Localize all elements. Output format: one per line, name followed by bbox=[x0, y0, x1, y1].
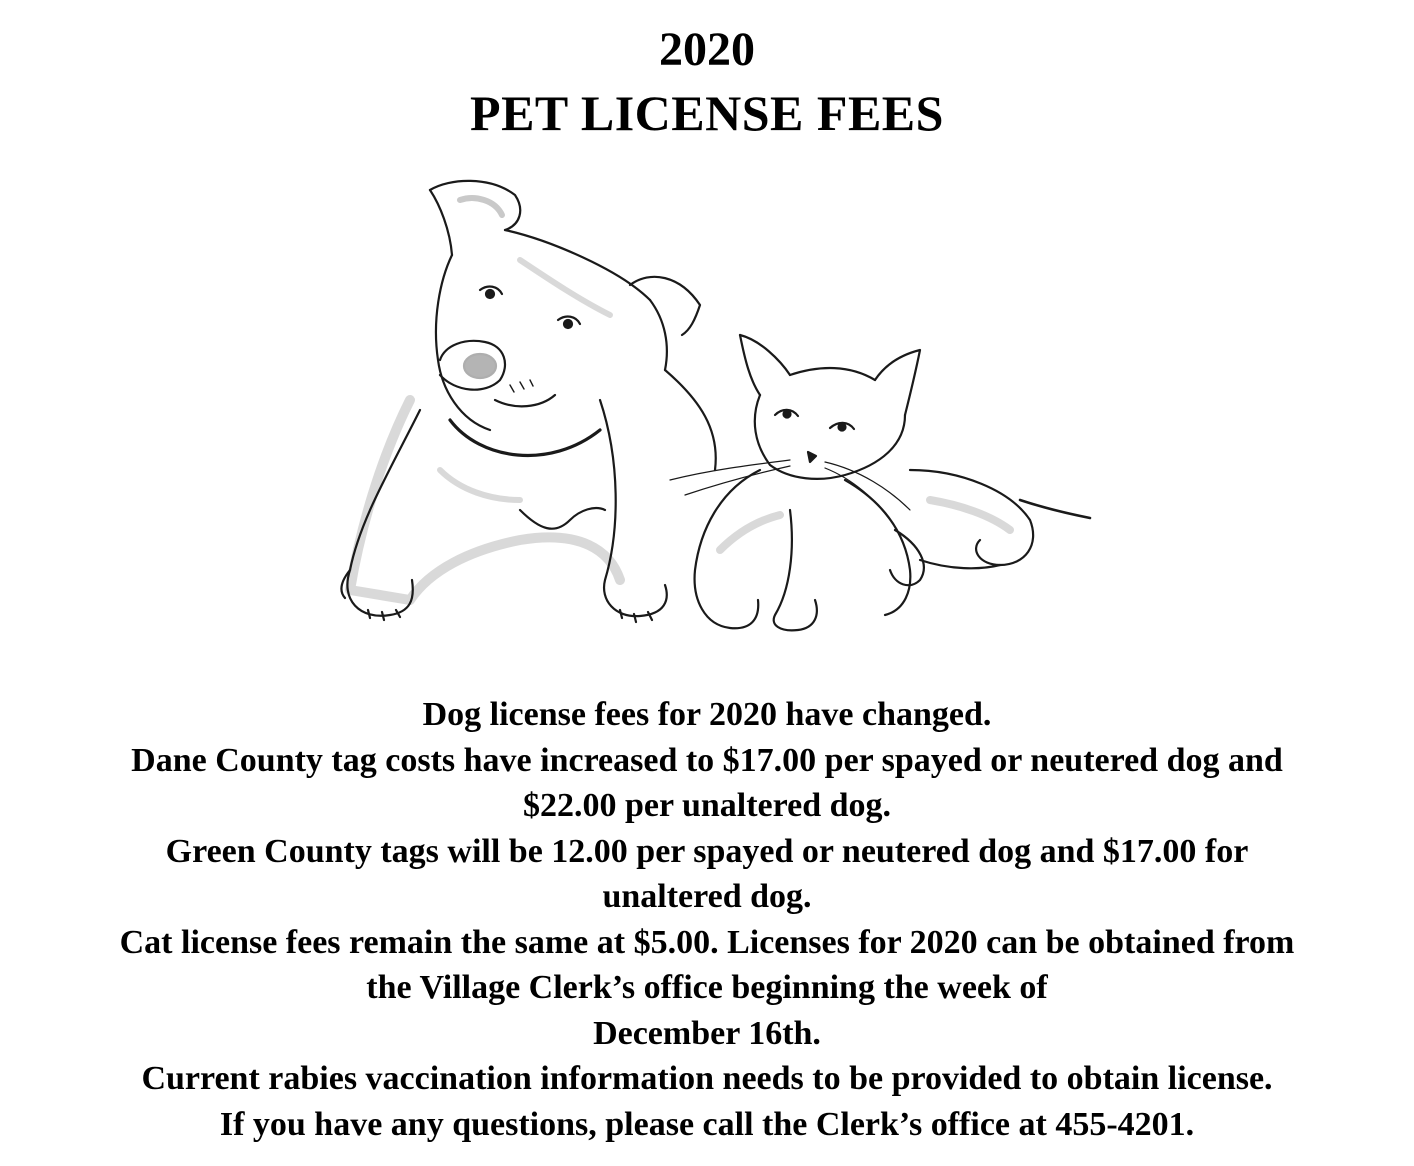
fee-line-clerk-office: the Village Clerk’s office beginning the week of bbox=[366, 969, 1048, 1006]
fee-line-dane-county: Dane County tag costs have increased to $17.00 per spayed or neutered dog and bbox=[131, 741, 1283, 779]
page-title: PET LICENSE FEES bbox=[470, 85, 944, 141]
fee-line-dog-changed: Dog license fees for 2020 have changed. bbox=[422, 696, 992, 733]
fee-line-green-county: Green County tags will be 12.00 per spayed or neutered dog and $17.00 for bbox=[165, 832, 1249, 870]
dog-and-cat-line-art-icon bbox=[320, 170, 1100, 650]
fee-line-cat-license: Cat license fees remain the same at $5.00. Licenses for 2020 can be obtained from bbox=[119, 923, 1295, 961]
fee-information bbox=[10, 692, 1404, 1147]
fee-line-dane-unaltered: $22.00 per unaltered dog. bbox=[522, 787, 892, 824]
title-year: 2020 bbox=[659, 23, 755, 76]
fee-line-rabies: Current rabies vaccination information needs to be provided to obtain license. bbox=[141, 1060, 1273, 1097]
fee-line-start-date: December 16th. bbox=[593, 1014, 821, 1052]
fee-line-contact: If you have any questions, please call the Clerk’s office at 455-4201. bbox=[219, 1105, 1195, 1143]
fee-line-green-unaltered: unaltered dog. bbox=[602, 878, 812, 915]
